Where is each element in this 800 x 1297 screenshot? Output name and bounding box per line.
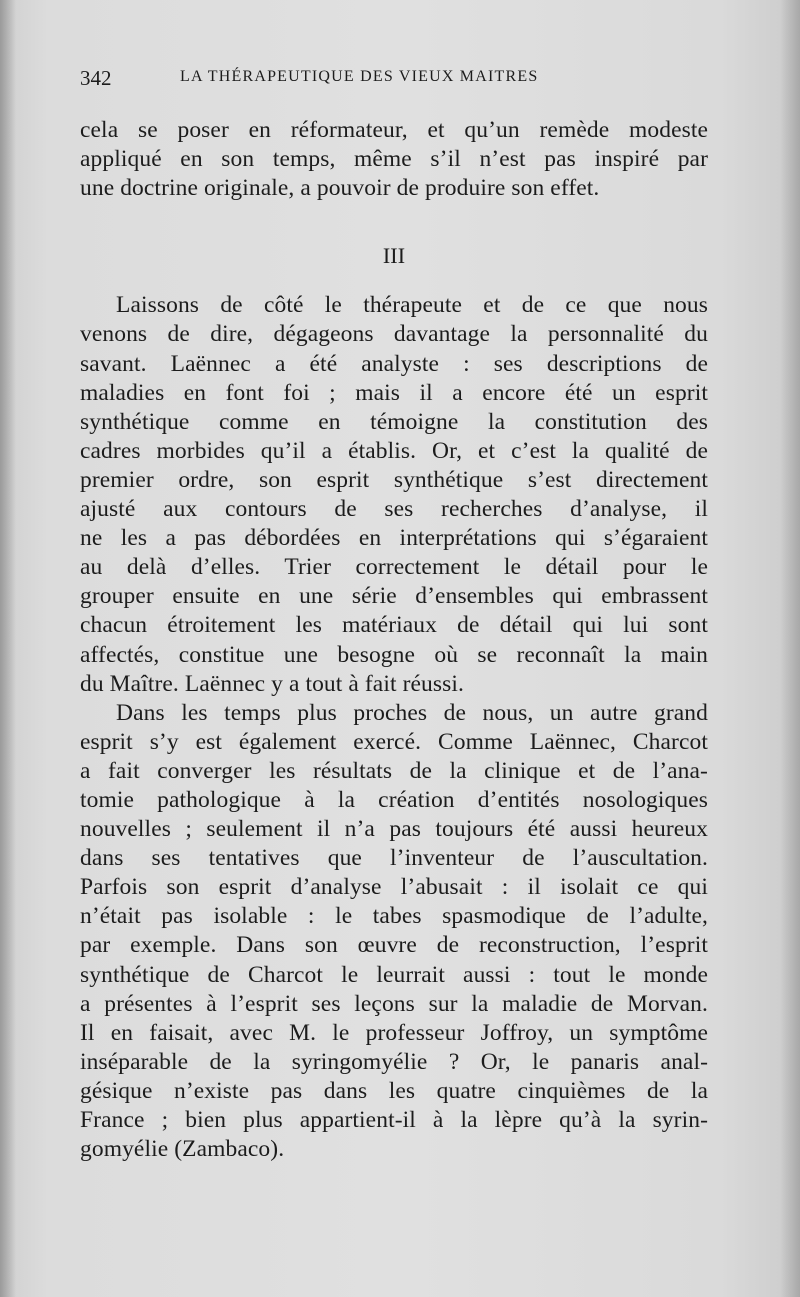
- text-line: a présentes à l’esprit ses leçons sur la maladie de Morvan.: [80, 990, 708, 1017]
- text-line: Laissons de côté le thérapeute et de ce que nous: [116, 292, 708, 319]
- paragraph: [80, 699, 708, 1165]
- text-line: gésique n’existe pas dans les quatre cinquièmes de la: [80, 1077, 708, 1104]
- text-line: cadres morbides qu’il a établis. Or, et c’est la qualité de: [80, 437, 708, 464]
- text-line: chacun étroitement les matériaux de détail qui lui sont: [80, 612, 708, 639]
- text-line: affectés, constitue une besogne où se reconnaît la main: [80, 641, 708, 668]
- section-heading: III: [382, 243, 406, 269]
- running-title: LA THÉRAPEUTIQUE DES VIEUX MAITRES: [180, 68, 539, 85]
- text-line: cela se poser en réformateur, et qu’un remède modeste: [80, 117, 708, 143]
- paragraph: [80, 291, 708, 698]
- text-line: au delà d’elles. Trier correctement le détail pour le: [80, 554, 708, 581]
- text-line: esprit s’y est également exercé. Comme Laënnec, Charcot: [80, 728, 708, 755]
- text-line: France ; bien plus appartient-il à la lèpre qu’à la syrin-: [80, 1107, 708, 1133]
- page-number: 342: [80, 66, 112, 90]
- text-line: premier ordre, son esprit synthétique s’est directement: [80, 466, 708, 493]
- paragraph: [80, 116, 708, 203]
- text-line: dans ses tentatives que l’inventeur de l’auscultation.: [80, 845, 708, 872]
- text-line: par exemple. Dans son œuvre de reconstruction, l’esprit: [80, 932, 708, 959]
- text-line: synthétique comme en témoigne la constitution des: [80, 408, 708, 435]
- text-line: tomie pathologique à la création d’entités nosologiques: [80, 786, 708, 813]
- text-line: synthétique de Charcot le leurrait aussi : tout le monde: [80, 961, 708, 988]
- text-line: n’était pas isolable : le tabes spasmodique de l’adulte,: [80, 903, 708, 930]
- text-line: grouper ensuite en une série d’ensembles qui embrassent: [80, 583, 708, 610]
- text-line: venons de dire, dégageons davantage la personnalité du: [80, 321, 708, 348]
- running-head: [80, 66, 710, 92]
- text-line: savant. Laënnec a été analyste : ses descriptions de: [80, 350, 708, 377]
- text-line: nouvelles ; seulement il n’a pas toujours été aussi heureux: [80, 816, 708, 843]
- text-line: appliqué en son temps, même s’il n’est pas inspiré par: [80, 146, 708, 173]
- text-line: Parfois son esprit d’analyse l’abusait : il isolait ce qui: [80, 874, 708, 901]
- text-line: Il en faisait, avec M. le professeur Joffroy, un symptôme: [80, 1019, 708, 1046]
- text-line: du Maître. Laënnec y a tout à fait réussi.: [80, 670, 464, 697]
- text-line: ne les a pas débordées en interprétations qui s’égaraient: [80, 525, 708, 552]
- text-line: maladies en font foi ; mais il a encore été un esprit: [80, 379, 708, 406]
- page-edge-shadow-right: [780, 0, 800, 1297]
- text-line: gomyélie (Zambaco).: [80, 1136, 285, 1163]
- page-edge-shadow-left: [0, 0, 16, 1297]
- text-line: a fait converger les résultats de la clinique et de l’ana-: [80, 757, 708, 784]
- text-line: Dans les temps plus proches de nous, un autre grand: [116, 699, 708, 726]
- text-line: une doctrine originale, a pouvoir de produire son effet.: [80, 175, 600, 202]
- body-text: [80, 116, 708, 1164]
- text-line: ajusté aux contours de ses recherches d’analyse, il: [80, 496, 708, 523]
- text-line: inséparable de la syringomyélie ? Or, le panaris anal-: [80, 1048, 708, 1075]
